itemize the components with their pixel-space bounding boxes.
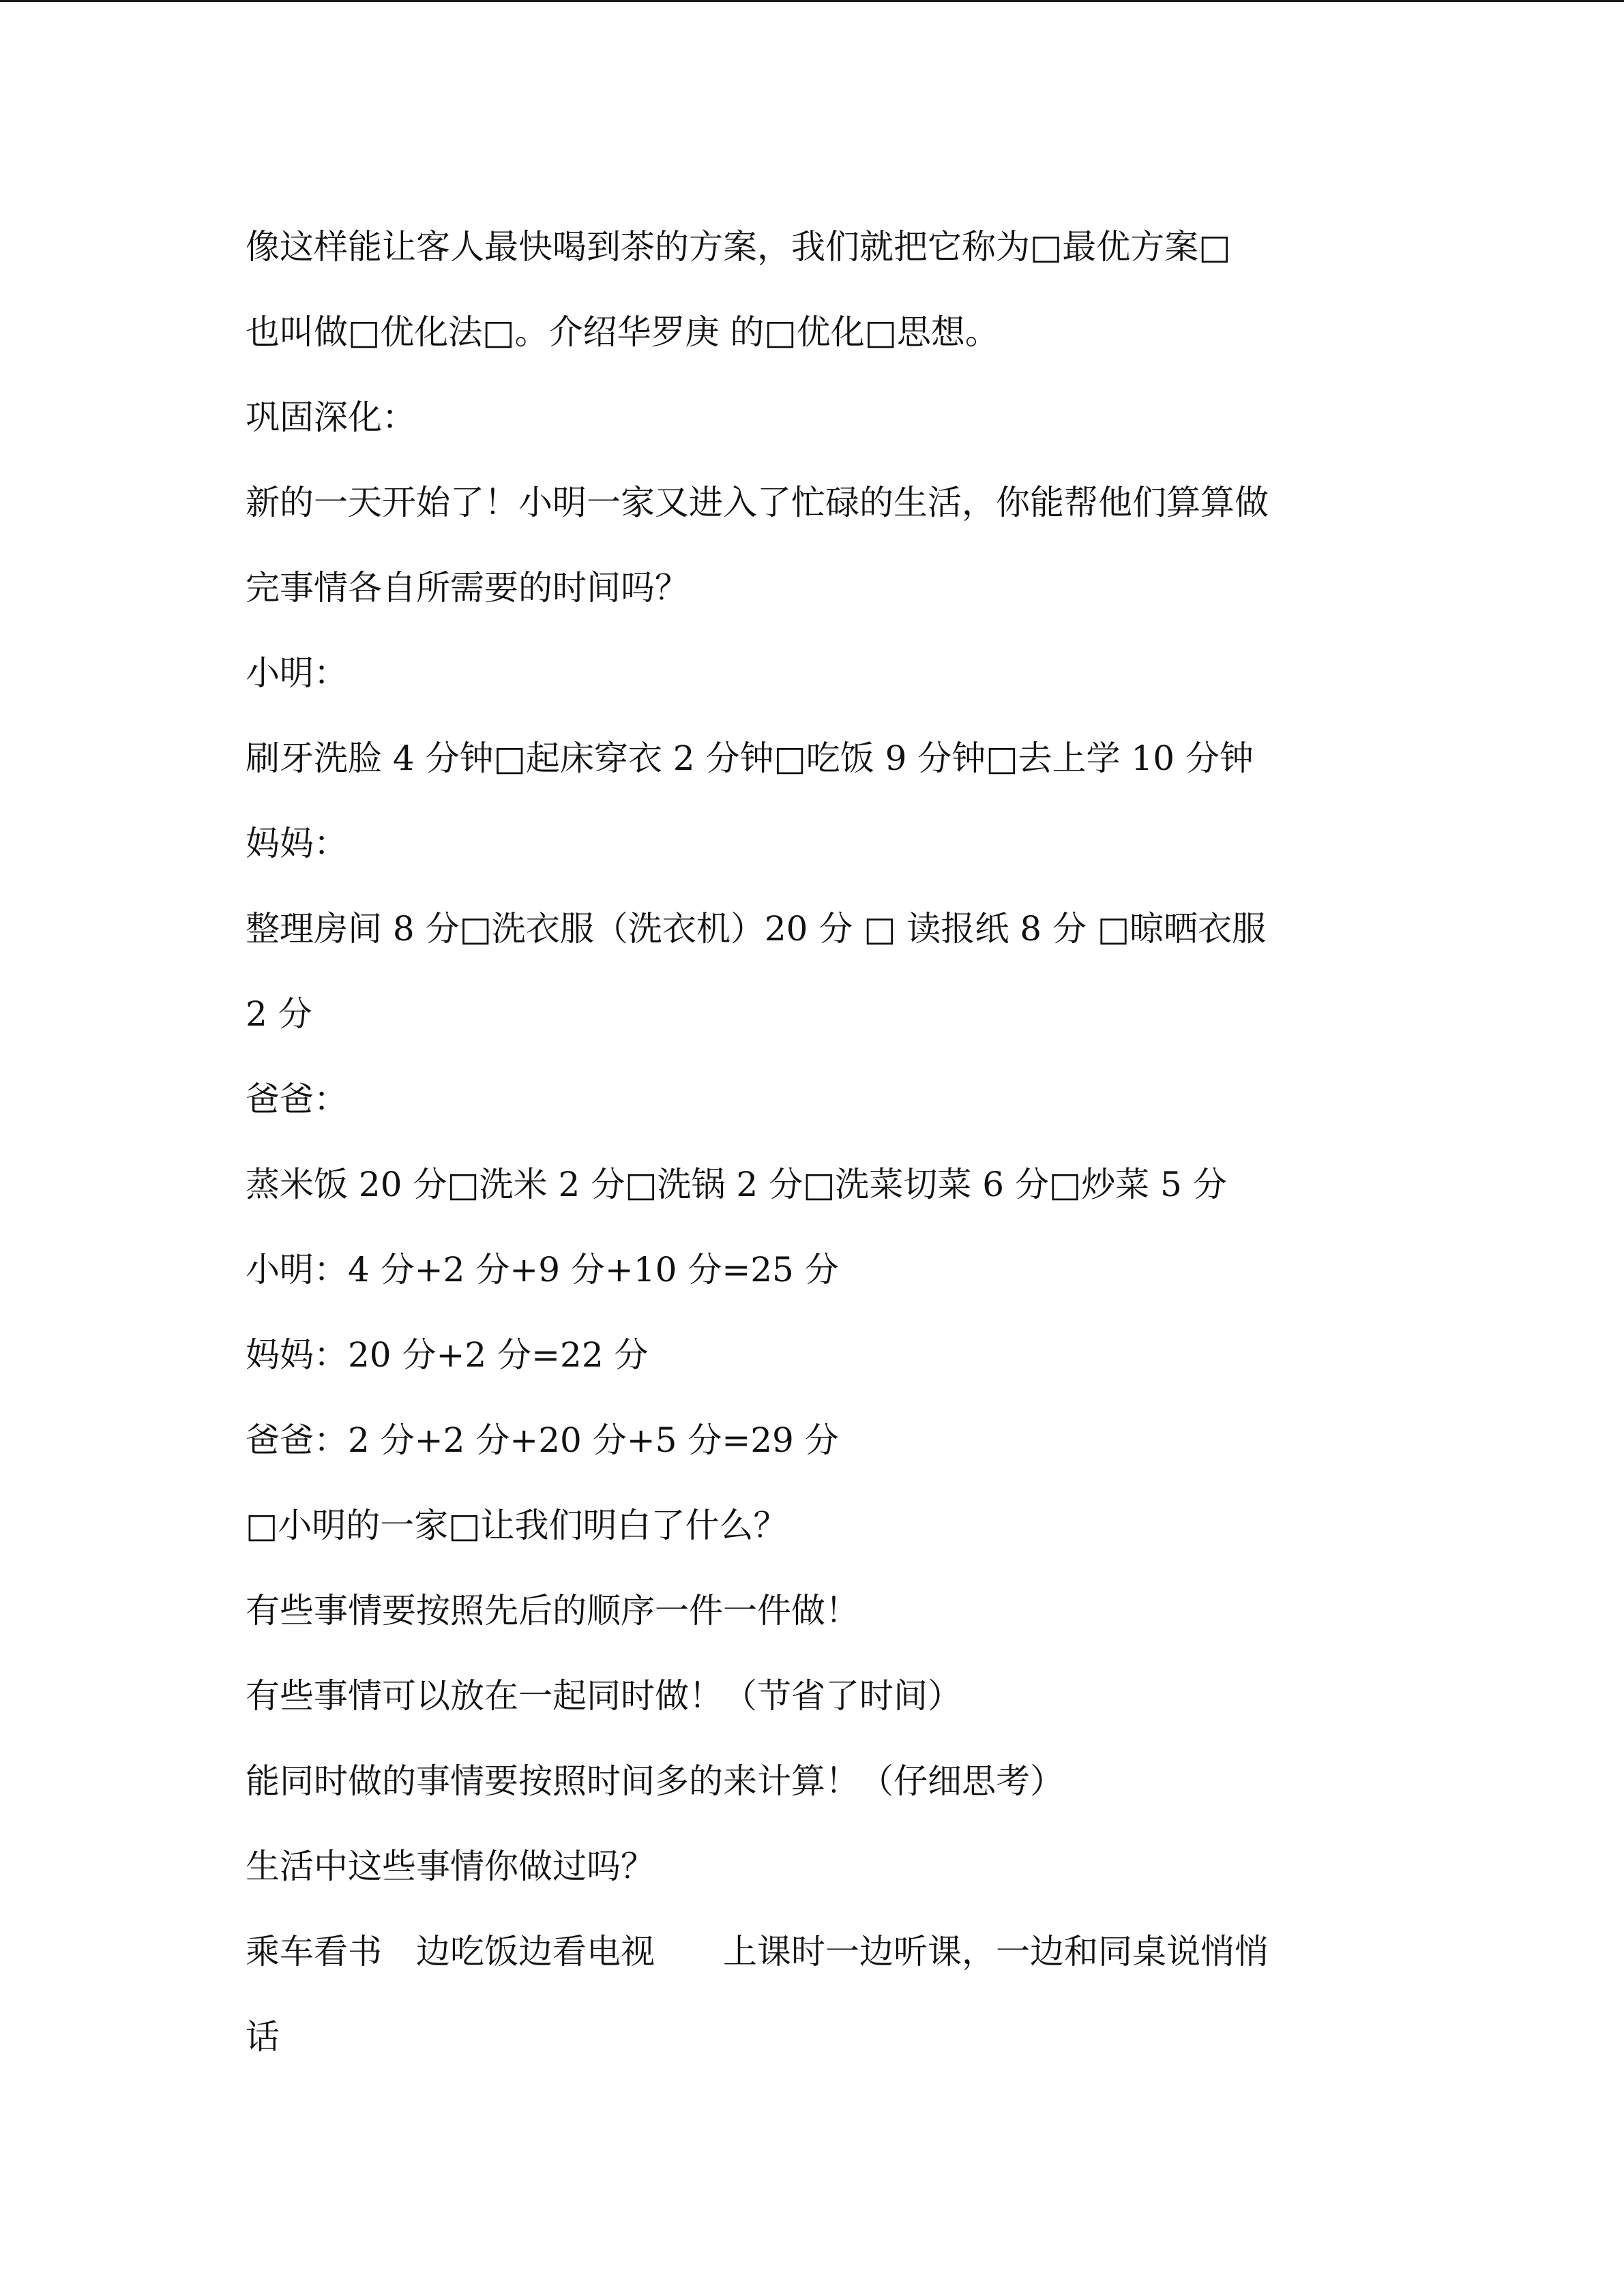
life-question: 生活中这些事情你做过吗？ bbox=[246, 1847, 655, 1886]
mama-tasks: 整理房间 8 分□洗衣服（洗衣机）20 分 □ 读报纸 8 分 □晾晒衣服 bbox=[246, 909, 1267, 949]
xiaoming-tasks: 刷牙洗脸 4 分钟□起床穿衣 2 分钟□吃饭 9 分钟□去上学 10 分钟 bbox=[246, 739, 1254, 778]
document-page bbox=[246, 205, 1405, 2080]
question-line: □小明的一家□让我们明白了什么？ bbox=[246, 1506, 788, 1545]
label-mama: 妈妈： bbox=[246, 824, 348, 863]
section-heading-consolidate: 巩固深化： bbox=[246, 398, 416, 437]
text-line-5: 完事情各自所需要的时间吗？ bbox=[246, 568, 689, 608]
examples-line-continued: 话 bbox=[246, 2017, 280, 2057]
conclusion-1: 有些事情要按照先后的顺序一件一件做！ bbox=[246, 1591, 859, 1630]
examples-line: 乘车看书 边吃饭边看电视 上课时一边听课，一边和同桌说悄悄 bbox=[246, 1932, 1269, 1971]
mama-tasks-continued: 2 分 bbox=[246, 994, 312, 1034]
text-line-4: 新的一天开始了！小明一家又进入了忙碌的生活，你能帮他们算算做 bbox=[246, 483, 1269, 522]
mama-total: 妈妈：20 分+2 分=22 分 bbox=[246, 1335, 649, 1375]
text-line-2: 也叫做□优化法□。介绍华罗庚 的□优化□思想。 bbox=[246, 312, 999, 352]
baba-total: 爸爸：2 分+2 分+20 分+5 分=29 分 bbox=[246, 1420, 839, 1460]
xiaoming-total: 小明：4 分+2 分+9 分+10 分=25 分 bbox=[246, 1250, 839, 1289]
conclusion-2: 有些事情可以放在一起同时做！（节省了时间） bbox=[246, 1676, 962, 1716]
label-xiaoming: 小明： bbox=[246, 653, 348, 693]
baba-tasks: 蒸米饭 20 分□洗米 2 分□洗锅 2 分□洗菜切菜 6 分□炒菜 5 分 bbox=[246, 1165, 1227, 1204]
label-baba: 爸爸： bbox=[246, 1079, 348, 1119]
conclusion-3: 能同时做的事情要按照时间多的来计算！（仔细思考） bbox=[246, 1761, 1064, 1801]
text-line-1: 像这样能让客人最快喝到茶的方案，我们就把它称为□最优方案□ bbox=[246, 227, 1231, 267]
page-top-border bbox=[0, 0, 1624, 2]
